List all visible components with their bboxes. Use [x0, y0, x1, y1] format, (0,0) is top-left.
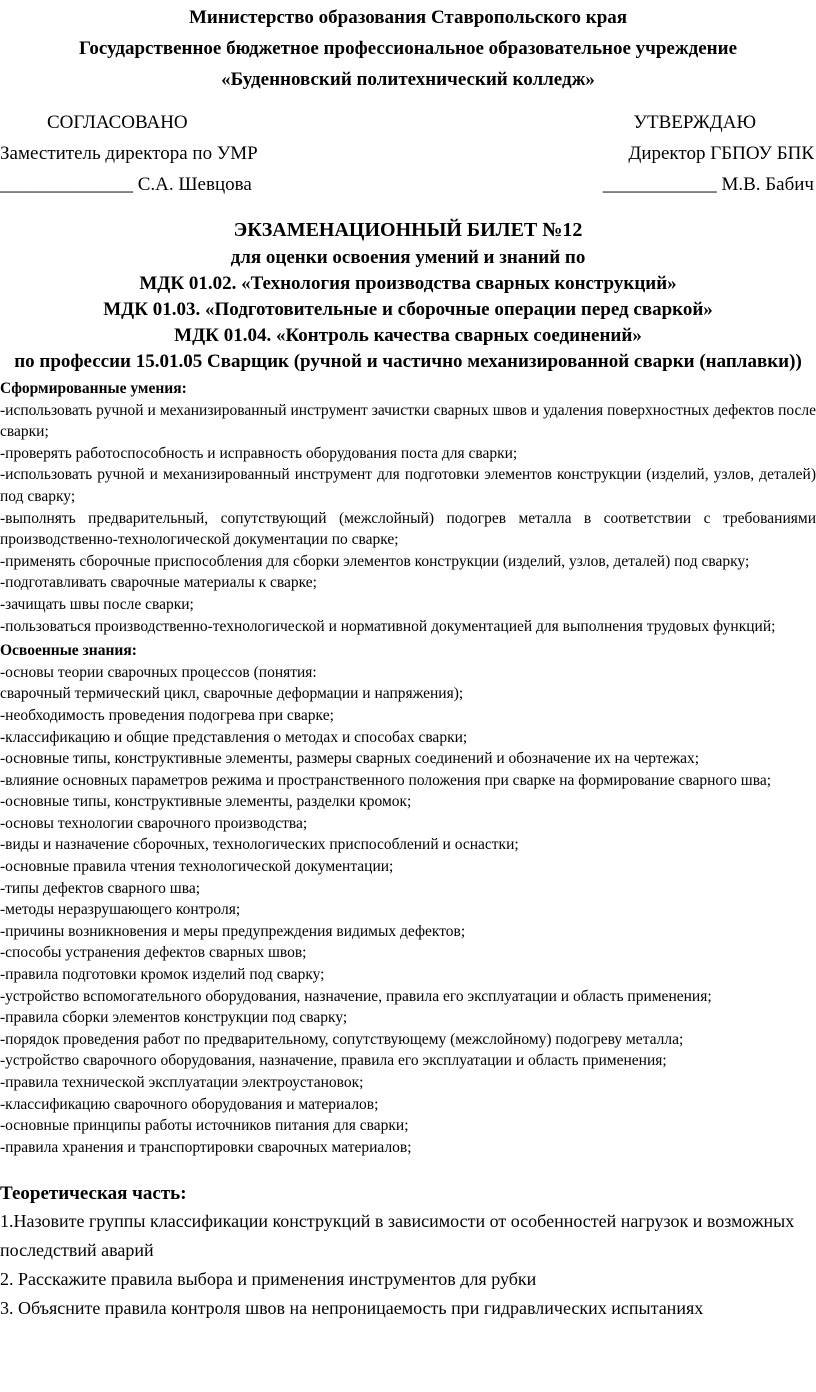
- list-item: -типы дефектов сварного шва;: [0, 879, 201, 897]
- agreed-signature: ______________ С.А. Шевцова: [0, 174, 252, 195]
- list-item: сварочный термический цикл, сварочные деформации и напряжения);: [0, 685, 464, 703]
- list-item: -влияние основных параметров режима и пространственного положения при сварке на формирование сварного шва;: [0, 771, 772, 789]
- list-item: -классификацию сварочного оборудования и материалов;: [0, 1095, 379, 1113]
- list-item: -основные типы, конструктивные элементы, размеры сварных соединений и обозначение их на чертежах;: [0, 750, 700, 768]
- list-item: -выполнять предварительный, сопутствующий (межслойный) подогрев металла в соответствии с требованиями производственно-технологической документации по сварке;: [0, 509, 816, 549]
- approved-block: [603, 107, 814, 200]
- approved-signature: ____________ М.В. Бабич: [602, 174, 814, 195]
- skills-section: [0, 378, 816, 637]
- list-item: -использовать ручной и механизированный инструмент для подготовки элементов конструкции (изделий, узлов, деталей) под сварку;: [0, 466, 816, 505]
- approved-position: Директор ГБПОУ БПК: [628, 143, 814, 164]
- ministry-name: Министерство образования Ставропольского края: [188, 7, 628, 28]
- list-item: -основы технологии сварочного производства;: [0, 814, 308, 832]
- list-item: -правила технической эксплуатации электроустановок;: [0, 1074, 364, 1091]
- theory-question-3: 3. Объясните правила контроля швов на непроницаемость при гидравлических испытаниях: [0, 1298, 704, 1319]
- list-item: -использовать ручной и механизированный инструмент зачистки сварных швов и удаления поверхностных дефектов после сварки;: [0, 401, 816, 441]
- ticket-heading: [0, 215, 816, 375]
- theory-question-2: 2. Расскажите правила выбора и применения инструментов для рубки: [0, 1269, 537, 1290]
- list-item: -методы неразрушающего контроля;: [0, 901, 241, 919]
- agreed-position: Заместитель директора по УМР: [0, 143, 258, 164]
- knowledge-section: [0, 640, 816, 1158]
- theory-title: Теоретическая часть:: [0, 1183, 187, 1205]
- ticket-course-0104: МДК 01.04. «Контроль качества сварных соединений»: [174, 325, 642, 346]
- ticket-course-0103: МДК 01.03. «Подготовительные и сборочные операции перед сваркой»: [103, 299, 713, 320]
- agreed-heading: СОГЛАСОВАНО: [47, 112, 188, 133]
- ticket-profession: по профессии 15.01.05 Сварщик (ручной и частично механизированной сварки (наплавки)): [14, 351, 802, 372]
- skills-title: Сформированные умения:: [0, 380, 187, 397]
- list-item: -правила хранения и транспортировки сварочных материалов;: [0, 1138, 412, 1156]
- institution-type: Государственное бюджетное профессиональное образовательное учреждение: [78, 38, 738, 59]
- list-item: -основные типы, конструктивные элементы, разделки кромок;: [0, 793, 412, 811]
- ticket-course-0102: МДК 01.02. «Технология производства сварных конструкций»: [139, 273, 677, 294]
- list-item: -правила подготовки кромок изделий под сварку;: [0, 966, 325, 984]
- list-item: -проверять работоспособность и исправность оборудования поста для сварки;: [0, 444, 518, 462]
- list-item: -причины возникновения и меры предупреждения видимых дефектов;: [0, 922, 466, 940]
- list-item: -необходимость проведения подогрева при сварке;: [0, 706, 334, 724]
- list-item: -подготавливать сварочные материалы к сварке;: [0, 574, 317, 592]
- list-item: -устройство вспомогательного оборудования, назначение, правила его эксплуатации и область применения;: [0, 987, 712, 1005]
- ticket-title: ЭКЗАМЕНАЦИОННЫЙ БИЛЕТ №12: [233, 219, 583, 241]
- approved-heading: УТВЕРЖДАЮ: [633, 112, 756, 133]
- list-item: -устройство сварочного оборудования, назначение, правила его эксплуатации и область применения;: [0, 1052, 667, 1070]
- list-item: -пользоваться производственно-технологической и нормативной документацией для выполнения трудовых функций;: [0, 617, 776, 635]
- knowledge-title: Освоенные знания:: [0, 642, 137, 660]
- ticket-subtitle: для оценки освоения умений и знаний по: [230, 247, 586, 268]
- list-item: -применять сборочные приспособления для сборки элементов конструкции (изделий, узлов, деталей) под сварку;: [0, 552, 750, 570]
- list-item: -классификацию и общие представления о методах и способах сварки;: [0, 728, 468, 746]
- list-item: -порядок проведения работ по предварительному, сопутствующему (межслойному) подогреву металла;: [0, 1030, 684, 1048]
- college-name: «Буденновский политехнический колледж»: [221, 69, 595, 90]
- list-item: -основы теории сварочных процессов (понятия:: [0, 663, 317, 681]
- theory-section: [0, 1180, 816, 1323]
- list-item: -способы устранения дефектов сварных швов;: [0, 944, 307, 962]
- agreed-block: [0, 107, 258, 200]
- list-item: -основные принципы работы источников питания для сварки;: [0, 1117, 409, 1135]
- list-item: -виды и назначение сборочных, технологических приспособлений и оснастки;: [0, 836, 519, 854]
- list-item: -основные правила чтения технологической документации;: [0, 858, 394, 876]
- theory-question-1: 1.Назовите группы классификации конструкций в зависимости от особенностей нагрузок и возможных последствий аварий: [0, 1211, 795, 1261]
- document-header: [0, 0, 816, 95]
- list-item: -зачищать швы после сварки;: [0, 595, 194, 613]
- list-item: -правила сборки элементов конструкции под сварку;: [0, 1009, 348, 1027]
- approval-block: [0, 107, 816, 201]
